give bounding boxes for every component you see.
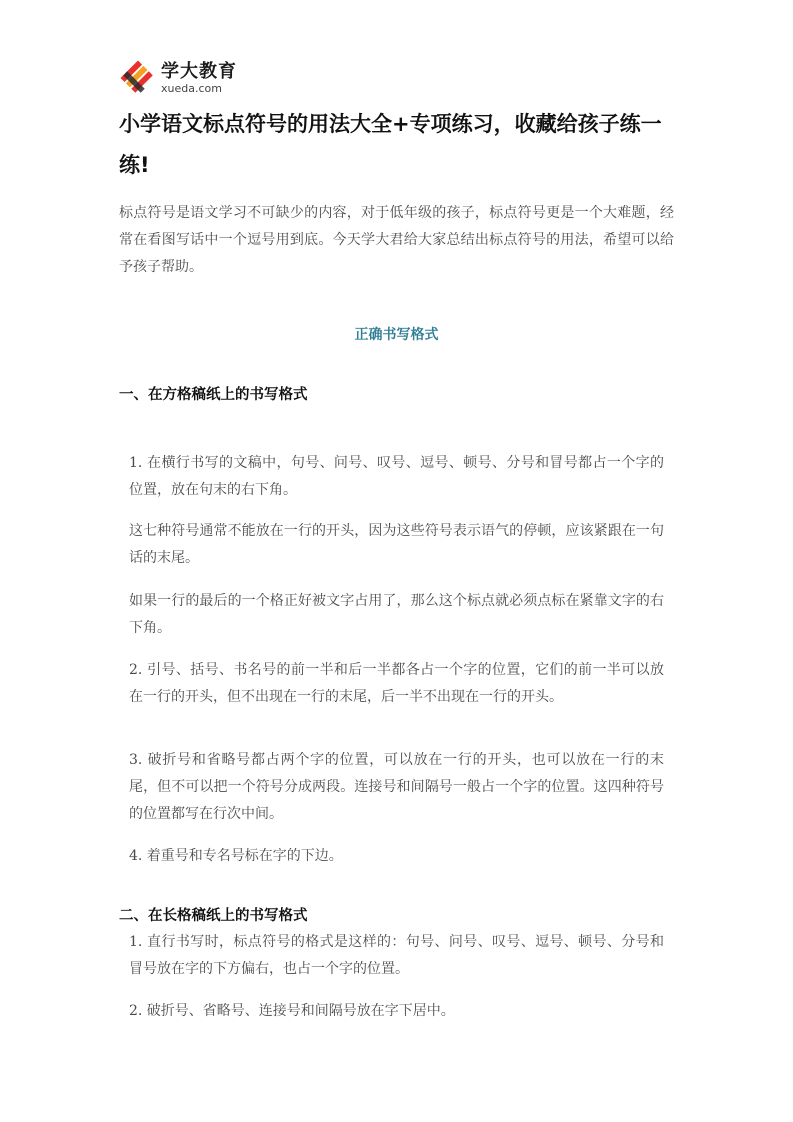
part1-note-1: 这七种符号通常不能放在一行的开头，因为这些符号表示语气的停顿，应该紧跟在一句话的末尾。 xyxy=(129,523,664,566)
part1-heading: 一、在方格稿纸上的书写格式 xyxy=(119,387,308,403)
part1-item-4: 4. 着重号和专名号标在字的下边。 xyxy=(129,848,343,864)
brand-logo xyxy=(119,58,237,98)
part2-heading: 二、在长格稿纸上的书写格式 xyxy=(119,908,308,924)
part1-item-1: 1. 在横行书写的文稿中，句号、问号、叹号、逗号、顿号、分号和冒号都占一个字的位置，放在句末的右下角。 xyxy=(129,455,664,498)
part1-item-2: 2. 引号、括号、书名号的前一半和后一半都各占一个字的位置，它们的前一半可以放在一行的开头，但不出现在一行的末尾，后一半不出现在一行的开头。 xyxy=(129,662,664,705)
section-heading: 正确书写格式 xyxy=(354,327,439,343)
xueda-diamond-logo-icon xyxy=(119,59,157,97)
part2-item-2: 2. 破折号、省略号、连接号和间隔号放在字下居中。 xyxy=(129,1003,455,1019)
article-title: 小学语文标点符号的用法大全+专项练习，收藏给孩子练一练! xyxy=(119,112,662,177)
part1-note-2: 如果一行的最后的一个格正好被文字占用了，那么这个标点就必须点标在紧靠文字的右下角。 xyxy=(129,593,664,636)
intro-paragraph: 标点符号是语文学习不可缺少的内容，对于低年级的孩子，标点符号更是一个大难题，经常在看图写话中一个逗号用到底。今天学大君给大家总结出标点符号的用法，希望可以给予孩子帮助。 xyxy=(119,205,674,275)
part2-item-1: 1. 直行书写时，标点符号的格式是这样的：句号、问号、叹号、逗号、顿号、分号和冒号放在字的下方偏右，也占一个字的位置。 xyxy=(129,934,664,977)
brand-name: 学大教育 xyxy=(161,60,237,82)
part1-item-3: 3. 破折号和省略号都占两个字的位置，可以放在一行的开头，也可以放在一行的末尾，但不可以把一个符号分成两段。连接号和间隔号一般占一个字的位置。这四种符号的位置都写在行次中间。 xyxy=(129,752,664,822)
brand-url: xueda.com xyxy=(161,81,222,95)
